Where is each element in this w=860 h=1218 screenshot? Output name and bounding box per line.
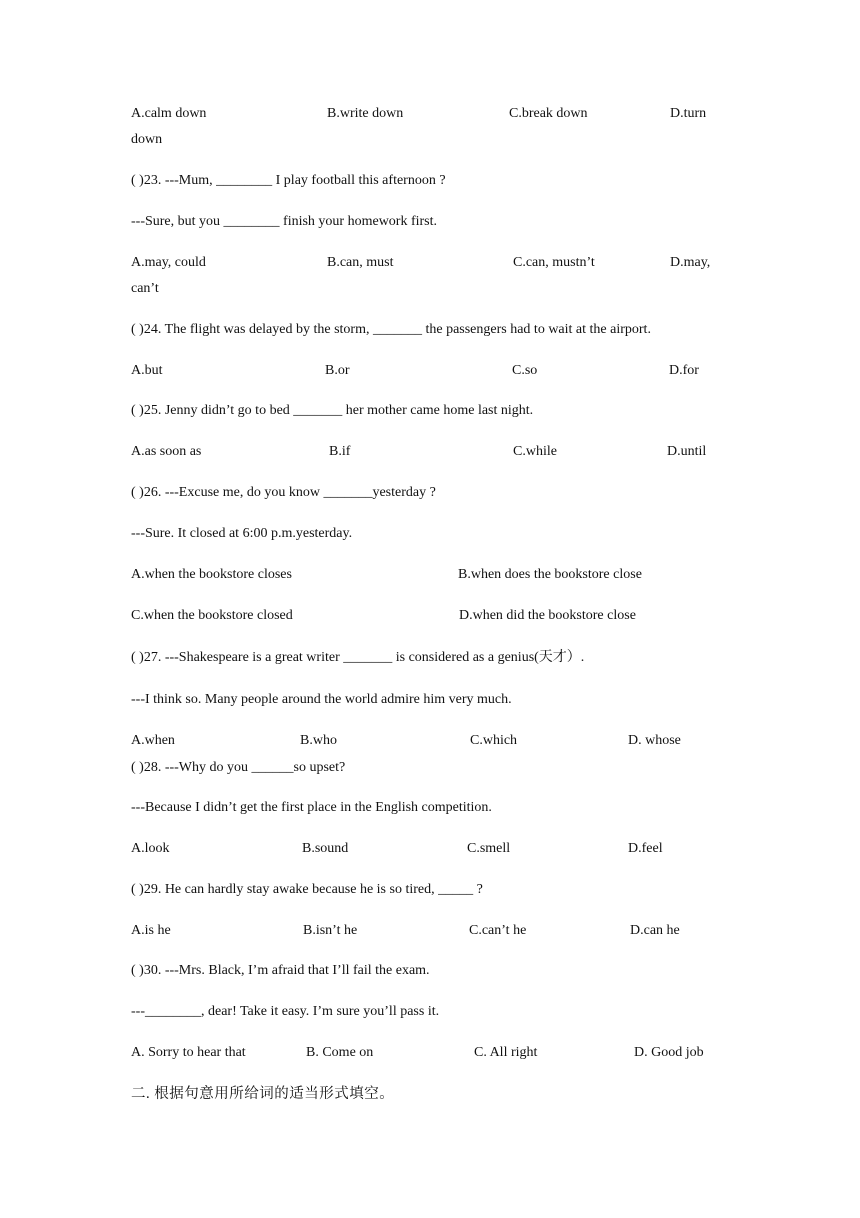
q29-option-a: A.is he [131,923,171,938]
q22-option-c: C.break down [509,106,588,121]
q24-option-a: A.but [131,363,163,378]
q28-option-b: B.sound [302,841,349,856]
q26-option-c: C.when the bookstore closed [131,608,293,623]
q23-option-c: C.can, mustn’t [513,255,595,270]
q25-stem: ( )25. Jenny didn’t go to bed _______ her mother came home last night. [131,403,534,418]
q30-option-c: C. All right [474,1045,538,1060]
q27-stem: ( )27. ---Shakespeare is a great writer _______ is considered as a genius(天才）. [131,650,585,665]
q22-option-a: A.calm down [131,106,207,121]
q26-reply: ---Sure. It closed at 6:00 p.m.yesterday. [131,526,353,541]
q24-option-d: D.for [669,363,699,378]
q27-option-a: A.when [131,733,175,748]
q23-option-d-wrap: can’t [131,281,159,296]
q22-option-d: D.turn [670,106,707,121]
q23-option-b: B.can, must [327,255,394,270]
q28-reply: ---Because I didn’t get the first place in the English competition. [131,800,492,815]
q25-option-c: C.while [513,444,557,459]
q27-option-c: C.which [470,733,518,748]
q28-stem: ( )28. ---Why do you ______so upset? [131,760,346,775]
q24-option-c: C.so [512,363,538,378]
section-2-heading: 二. 根据句意用所给词的适当形式填空。 [131,1086,395,1102]
q29-option-b: B.isn’t he [303,923,358,938]
q23-reply: ---Sure, but you ________ finish your homework first. [131,214,438,229]
q30-option-d: D. Good job [634,1045,704,1060]
q24-stem: ( )24. The flight was delayed by the storm, _______ the passengers had to wait at the airport. [131,322,651,337]
q30-stem: ( )30. ---Mrs. Black, I’m afraid that I’ll fail the exam. [131,963,430,978]
q29-stem: ( )29. He can hardly stay awake because he is so tired, _____ ? [131,882,483,897]
q23-stem: ( )23. ---Mum, ________ I play football this afternoon ? [131,173,446,188]
q25-option-b: B.if [329,444,351,459]
q30-reply: ---________, dear! Take it easy. I’m sure you’ll pass it. [131,1004,440,1019]
q28-option-d: D.feel [628,841,663,856]
q28-option-c: C.smell [467,841,511,856]
q26-option-d: D.when did the bookstore close [459,608,636,623]
q27-reply: ---I think so. Many people around the world admire him very much. [131,692,512,707]
q27-option-d: D. whose [628,733,681,748]
q25-option-a: A.as soon as [131,444,202,459]
q24-option-b: B.or [325,363,350,378]
q30-option-a: A. Sorry to hear that [131,1045,246,1060]
q22-option-d-wrap: down [131,132,163,147]
q22-option-b: B.write down [327,106,404,121]
q26-stem: ( )26. ---Excuse me, do you know _______yesterday ? [131,485,436,500]
q29-option-d: D.can he [630,923,680,938]
q30-option-b: B. Come on [306,1045,374,1060]
q23-option-a: A.may, could [131,255,206,270]
q25-option-d: D.until [667,444,707,459]
q23-option-d: D.may, [670,255,711,270]
q26-option-b: B.when does the bookstore close [458,567,642,582]
q26-option-a: A.when the bookstore closes [131,567,292,582]
q29-option-c: C.can’t he [469,923,527,938]
q27-option-b: B.who [300,733,337,748]
q28-option-a: A.look [131,841,170,856]
